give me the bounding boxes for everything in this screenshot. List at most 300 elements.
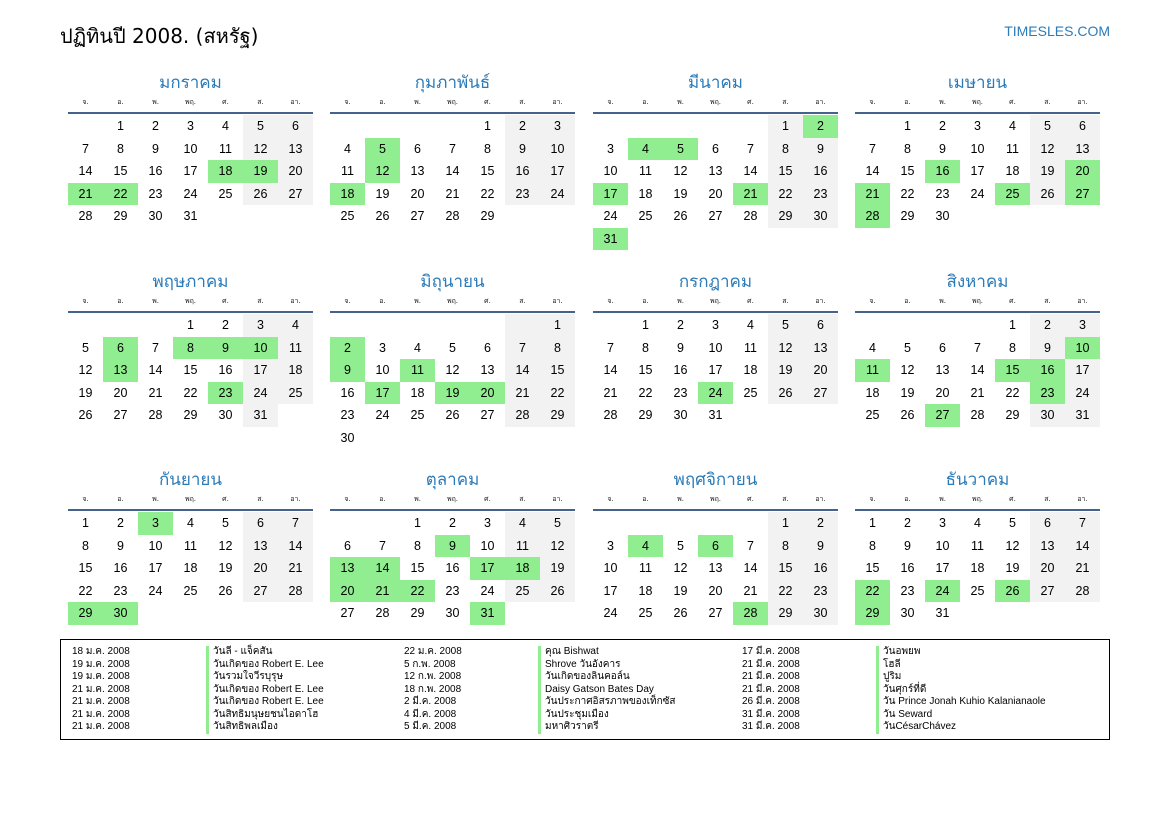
day-cell: 12 <box>243 138 278 161</box>
day-cell: 12 <box>1030 138 1065 161</box>
day-cell: 10 <box>183 141 198 156</box>
day-cell: 23 <box>673 385 688 400</box>
holiday-row <box>72 671 324 684</box>
weekday-label: ศ. <box>222 297 229 305</box>
weekday-label: อ. <box>904 495 911 503</box>
month-name: กันยายน <box>158 470 222 490</box>
day-cell: 22 <box>78 583 93 598</box>
holiday-row <box>742 709 1046 722</box>
month-name: มิถุนายน <box>420 272 485 292</box>
empty-cell <box>628 512 663 535</box>
weekday-label: ศ. <box>1009 98 1016 106</box>
weekday-header <box>855 96 1100 114</box>
holiday-name: วันเกิดของ Robert E. Lee <box>206 684 324 697</box>
day-cell: 1 <box>1009 318 1016 332</box>
holiday-day-cell: 22 <box>103 183 138 206</box>
day-cell: 6 <box>243 512 278 535</box>
holiday-date: 18 ม.ค. 2008 <box>72 646 130 657</box>
day-cell: 15 <box>768 160 803 183</box>
day-cell: 26 <box>1030 183 1065 206</box>
day-cell: 6 <box>803 314 838 337</box>
weekday-label: ส. <box>257 98 264 106</box>
day-cell: 3 <box>974 119 981 133</box>
empty-cell <box>663 115 698 138</box>
weekday-label: พ. <box>939 495 946 503</box>
holiday-row <box>404 709 676 722</box>
day-cell: 11 <box>639 561 652 575</box>
weekday-label: ส. <box>519 297 526 305</box>
weekday-header <box>593 96 838 114</box>
day-cell: 7 <box>1065 512 1100 535</box>
day-cell: 9 <box>505 138 540 161</box>
day-cell: 29 <box>638 408 653 422</box>
holiday-name: วันรวมใจวีรบุรุษ <box>206 671 283 684</box>
day-cell: 5 <box>222 516 229 530</box>
holiday-day-cell: 11 <box>400 359 435 382</box>
day-cell: 24 <box>1065 382 1100 405</box>
day-cell: 8 <box>869 538 876 553</box>
day-grid <box>330 115 575 228</box>
day-cell: 16 <box>505 160 540 183</box>
day-cell: 5 <box>904 340 911 355</box>
holiday-day-cell: 13 <box>330 557 365 580</box>
site-link[interactable]: TIMESLES.COM <box>1004 23 1110 39</box>
day-cell: 1 <box>768 512 803 535</box>
empty-cell <box>365 115 400 138</box>
day-cell: 15 <box>410 561 425 575</box>
holiday-date: 21 มี.ค. 2008 <box>742 683 800 695</box>
holiday-row <box>742 684 1046 697</box>
day-cell: 5 <box>1030 115 1065 138</box>
day-cell: 4 <box>414 340 421 355</box>
day-cell: 11 <box>639 164 652 178</box>
holiday-day-cell: 21 <box>855 183 890 206</box>
weekday-label: พฤ. <box>446 495 459 503</box>
empty-cell <box>855 314 890 337</box>
day-grid <box>855 512 1100 625</box>
holiday-day-cell: 9 <box>435 535 470 558</box>
day-cell: 12 <box>1005 538 1020 553</box>
day-cell: 14 <box>865 164 880 178</box>
weekday-header <box>593 493 838 511</box>
holiday-day-cell: 20 <box>330 580 365 603</box>
day-cell: 8 <box>82 538 89 553</box>
day-cell: 10 <box>480 538 495 553</box>
weekday-label: พ. <box>414 98 421 106</box>
holiday-name: Shrove วันอังคาร <box>538 659 620 672</box>
month-name: กรกฎาคม <box>678 272 753 292</box>
weekday-label: ส. <box>519 495 526 503</box>
day-cell: 31 <box>1065 404 1100 427</box>
holiday-day-cell: 18 <box>208 160 243 183</box>
weekday-label: อ. <box>904 98 911 106</box>
day-cell: 20 <box>113 385 128 400</box>
weekday-label: พฤ. <box>446 98 459 106</box>
day-cell: 15 <box>78 561 93 575</box>
weekday-label: จ. <box>607 297 614 305</box>
day-cell: 16 <box>340 385 355 400</box>
weekday-label: พฤ. <box>184 297 197 305</box>
day-cell: 25 <box>505 580 540 603</box>
day-cell: 22 <box>183 385 198 400</box>
day-cell: 14 <box>743 164 758 178</box>
day-cell: 22 <box>638 385 653 400</box>
weekday-label: จ. <box>607 495 614 503</box>
day-cell: 5 <box>768 314 803 337</box>
day-cell: 13 <box>1065 138 1100 161</box>
day-cell: 6 <box>414 141 421 156</box>
day-cell: 25 <box>865 408 880 422</box>
day-cell: 28 <box>148 408 163 422</box>
weekday-label: พ. <box>414 297 421 305</box>
day-cell: 5 <box>82 340 89 355</box>
holiday-day-cell: 2 <box>803 115 838 138</box>
day-cell: 6 <box>1065 115 1100 138</box>
holiday-day-cell: 27 <box>925 404 960 427</box>
holiday-day-cell: 12 <box>365 160 400 183</box>
weekday-label: พ. <box>152 98 159 106</box>
day-cell: 9 <box>677 340 684 355</box>
holiday-row <box>72 696 324 709</box>
day-cell: 7 <box>747 538 754 553</box>
empty-cell <box>593 314 628 337</box>
holiday-name: วันเกิดของ Robert E. Lee <box>206 659 324 672</box>
day-cell: 6 <box>712 141 719 156</box>
holiday-day-cell: 10 <box>243 337 278 360</box>
day-cell: 20 <box>935 385 950 400</box>
day-cell: 3 <box>939 516 946 530</box>
day-cell: 8 <box>117 141 124 156</box>
day-cell: 15 <box>768 557 803 580</box>
holiday-day-cell: 9 <box>330 359 365 382</box>
day-cell: 18 <box>638 186 653 201</box>
empty-cell <box>103 314 138 337</box>
holiday-name: วันประกาศอิสรภาพของเท็กซัส <box>538 696 676 709</box>
month-name: พฤศจิกายน <box>673 470 758 490</box>
weekday-label: พ. <box>152 297 159 305</box>
holiday-row <box>742 646 1046 659</box>
holiday-day-cell: 24 <box>698 382 733 405</box>
day-cell: 21 <box>505 382 540 405</box>
holiday-day-cell: 6 <box>698 535 733 558</box>
day-cell: 13 <box>708 164 723 178</box>
holiday-row <box>742 696 1046 709</box>
day-cell: 25 <box>743 385 758 400</box>
holiday-day-cell: 18 <box>505 557 540 580</box>
day-cell: 1 <box>117 119 124 133</box>
day-cell: 25 <box>410 408 425 422</box>
day-cell: 11 <box>278 337 313 360</box>
day-cell: 10 <box>540 138 575 161</box>
day-cell: 16 <box>803 160 838 183</box>
day-cell: 10 <box>148 538 163 553</box>
day-cell: 16 <box>900 561 915 575</box>
day-cell: 8 <box>904 141 911 156</box>
empty-cell <box>400 115 435 138</box>
day-cell: 27 <box>410 209 425 223</box>
holiday-day-cell: 31 <box>593 228 628 251</box>
day-cell: 29 <box>768 205 803 228</box>
day-cell: 30 <box>445 606 460 620</box>
day-cell: 18 <box>183 561 198 575</box>
day-cell: 30 <box>340 430 355 445</box>
day-cell: 7 <box>869 141 876 156</box>
holiday-day-cell: 23 <box>208 382 243 405</box>
weekday-label: จ. <box>82 495 89 503</box>
month-name: พฤษภาคม <box>152 272 229 292</box>
holiday-day-cell: 28 <box>733 602 768 625</box>
weekday-label: อ. <box>642 495 649 503</box>
holiday-day-cell: 16 <box>925 160 960 183</box>
weekday-label: พฤ. <box>971 495 984 503</box>
empty-cell <box>593 115 628 138</box>
day-cell: 28 <box>743 209 758 223</box>
weekday-label: พฤ. <box>184 98 197 106</box>
holiday-column <box>742 646 1046 734</box>
day-cell: 9 <box>939 141 946 156</box>
day-cell: 10 <box>935 538 950 553</box>
weekday-label: จ. <box>344 297 351 305</box>
day-cell: 20 <box>708 583 723 598</box>
day-cell: 15 <box>183 363 198 377</box>
day-cell: 4 <box>505 512 540 535</box>
day-cell: 19 <box>78 385 93 400</box>
weekday-label: จ. <box>82 297 89 305</box>
day-cell: 4 <box>222 119 229 133</box>
holiday-day-cell: 17 <box>593 183 628 206</box>
weekday-label: พ. <box>677 495 684 503</box>
holiday-day-cell: 23 <box>1030 382 1065 405</box>
day-cell: 3 <box>1065 314 1100 337</box>
holiday-day-cell: 3 <box>138 512 173 535</box>
holiday-row <box>404 646 676 659</box>
month-block <box>593 271 838 427</box>
day-cell: 11 <box>219 141 232 156</box>
holiday-row <box>404 659 676 672</box>
weekday-label: อา. <box>290 98 301 106</box>
day-cell: 14 <box>1065 535 1100 558</box>
weekday-label: อา. <box>815 495 826 503</box>
day-cell: 12 <box>218 538 233 553</box>
day-cell: 19 <box>673 583 688 598</box>
day-cell: 7 <box>278 512 313 535</box>
day-cell: 25 <box>218 186 233 201</box>
month-name: มีนาคม <box>688 73 743 93</box>
day-cell: 23 <box>148 186 163 201</box>
day-cell: 18 <box>278 359 313 382</box>
day-cell: 31 <box>935 606 950 620</box>
holiday-date: 5 ก.พ. 2008 <box>404 658 456 670</box>
day-cell: 28 <box>375 606 390 620</box>
day-cell: 16 <box>803 557 838 580</box>
day-cell: 26 <box>445 408 460 422</box>
day-cell: 28 <box>603 408 618 422</box>
day-cell: 2 <box>449 516 456 530</box>
day-cell: 3 <box>607 538 614 553</box>
day-cell: 18 <box>743 363 758 377</box>
holiday-day-cell: 19 <box>435 382 470 405</box>
day-cell: 10 <box>375 363 390 377</box>
holiday-date: 26 มี.ค. 2008 <box>742 696 800 707</box>
day-grid <box>330 512 575 625</box>
day-cell: 20 <box>243 557 278 580</box>
holiday-name: มหาศิวราตรี <box>538 721 599 734</box>
day-cell: 1 <box>187 318 194 332</box>
weekday-label: ศ. <box>747 98 754 106</box>
day-cell: 13 <box>243 535 278 558</box>
holiday-day-cell: 8 <box>173 337 208 360</box>
holiday-day-cell: 18 <box>330 183 365 206</box>
holiday-row <box>72 709 324 722</box>
day-cell: 4 <box>187 516 194 530</box>
month-block <box>330 72 575 228</box>
weekday-label: จ. <box>82 98 89 106</box>
day-cell: 26 <box>768 382 803 405</box>
weekday-label: อา. <box>552 98 563 106</box>
day-cell: 1 <box>82 516 89 530</box>
holiday-date: 21 ม.ค. 2008 <box>72 721 130 732</box>
day-cell: 19 <box>768 359 803 382</box>
day-cell: 26 <box>673 209 688 223</box>
month-name: ธันวาคม <box>945 470 1010 490</box>
month-block <box>68 469 313 625</box>
weekday-label: อา. <box>290 495 301 503</box>
empty-cell <box>663 512 698 535</box>
empty-cell <box>628 115 663 138</box>
day-cell: 19 <box>1005 561 1020 575</box>
weekday-label: ส. <box>1044 98 1051 106</box>
day-cell: 7 <box>974 340 981 355</box>
weekday-header <box>855 493 1100 511</box>
day-cell: 9 <box>152 141 159 156</box>
holiday-day-cell: 15 <box>995 359 1030 382</box>
day-cell: 1 <box>484 119 491 133</box>
day-cell: 13 <box>278 138 313 161</box>
month-block <box>855 72 1100 228</box>
empty-cell <box>855 115 890 138</box>
holiday-row <box>742 721 1046 734</box>
weekday-label: พ. <box>152 495 159 503</box>
day-cell: 21 <box>603 385 618 400</box>
holiday-day-cell: 27 <box>1065 183 1100 206</box>
day-cell: 27 <box>243 580 278 603</box>
holiday-row <box>72 659 324 672</box>
weekday-label: จ. <box>344 495 351 503</box>
day-cell: 27 <box>708 606 723 620</box>
weekday-header <box>593 295 838 313</box>
month-name: สิงหาคม <box>946 272 1009 292</box>
day-cell: 27 <box>708 209 723 223</box>
day-cell: 26 <box>540 580 575 603</box>
holiday-date: 21 ม.ค. 2008 <box>72 708 130 720</box>
holiday-name: วัน Seward <box>876 709 932 722</box>
holiday-day-cell: 29 <box>68 602 103 625</box>
day-cell: 2 <box>803 512 838 535</box>
day-cell: 15 <box>900 164 915 178</box>
weekday-label: จ. <box>869 495 876 503</box>
holiday-day-cell: 2 <box>330 337 365 360</box>
weekday-label: จ. <box>344 98 351 106</box>
day-cell: 19 <box>673 186 688 201</box>
holiday-name: วันสิทธิมนุษยชนไอดาโฮ <box>206 709 318 722</box>
day-cell: 8 <box>414 538 421 553</box>
day-cell: 7 <box>747 141 754 156</box>
day-cell: 29 <box>183 408 198 422</box>
day-cell: 7 <box>607 340 614 355</box>
day-cell: 12 <box>78 363 93 377</box>
day-cell: 12 <box>540 535 575 558</box>
day-cell: 2 <box>939 119 946 133</box>
holiday-day-cell: 5 <box>365 138 400 161</box>
day-cell: 8 <box>484 141 491 156</box>
holiday-name: Daisy Gatson Bates Day <box>538 684 654 697</box>
day-cell: 28 <box>445 209 460 223</box>
weekday-label: พฤ. <box>709 297 722 305</box>
day-cell: 30 <box>935 209 950 223</box>
day-cell: 25 <box>638 606 653 620</box>
day-cell: 27 <box>340 606 355 620</box>
holiday-day-cell: 17 <box>470 557 505 580</box>
day-cell: 16 <box>673 363 688 377</box>
day-cell: 27 <box>113 408 128 422</box>
day-cell: 23 <box>803 580 838 603</box>
day-cell: 12 <box>673 561 688 575</box>
month-block <box>68 72 313 228</box>
day-cell: 3 <box>243 314 278 337</box>
day-cell: 4 <box>1009 119 1016 133</box>
day-cell: 1 <box>768 115 803 138</box>
day-cell: 15 <box>480 164 495 178</box>
day-cell: 9 <box>904 538 911 553</box>
weekday-label: อา. <box>552 495 563 503</box>
day-cell: 20 <box>1030 557 1065 580</box>
holiday-name: วันเกิดของ Robert E. Lee <box>206 696 324 709</box>
holiday-date: 4 มี.ค. 2008 <box>404 708 457 720</box>
day-cell: 5 <box>540 512 575 535</box>
day-cell: 23 <box>340 408 355 422</box>
holiday-name: วันCésarChávez <box>876 721 956 734</box>
day-cell: 17 <box>708 363 723 377</box>
day-cell: 4 <box>747 318 754 332</box>
day-cell: 26 <box>673 606 688 620</box>
month-name: กุมภาพันธ์ <box>414 73 491 93</box>
weekday-header <box>330 493 575 511</box>
day-cell: 18 <box>970 561 985 575</box>
day-cell: 11 <box>505 535 540 558</box>
day-cell: 9 <box>1030 337 1065 360</box>
day-cell: 14 <box>603 363 618 377</box>
day-cell: 12 <box>900 363 915 377</box>
day-cell: 27 <box>278 183 313 206</box>
holiday-date: 5 มี.ค. 2008 <box>404 721 457 732</box>
day-cell: 24 <box>243 382 278 405</box>
weekday-label: ส. <box>782 495 789 503</box>
day-grid <box>855 115 1100 228</box>
weekday-label: ส. <box>782 98 789 106</box>
holiday-date: 31 มี.ค. 2008 <box>742 721 800 732</box>
day-cell: 15 <box>540 359 575 382</box>
day-cell: 24 <box>603 606 618 620</box>
holiday-row <box>742 671 1046 684</box>
holiday-row <box>404 671 676 684</box>
day-cell: 26 <box>243 183 278 206</box>
day-cell: 25 <box>278 382 313 405</box>
empty-cell <box>960 314 995 337</box>
month-name: เมษายน <box>947 73 1008 93</box>
weekday-label: ส. <box>257 297 264 305</box>
day-grid <box>68 314 313 427</box>
day-cell: 9 <box>117 538 124 553</box>
